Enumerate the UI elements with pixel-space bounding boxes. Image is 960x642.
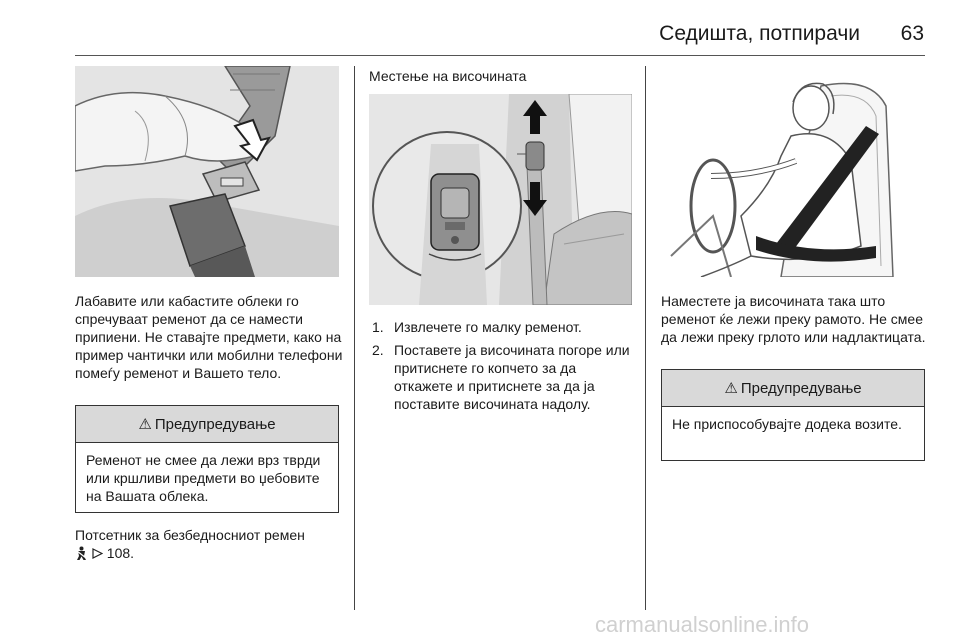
- header-rule: [75, 55, 925, 56]
- step-text: Извлечете го малку ременот.: [394, 319, 582, 335]
- warning-triangle-icon: ⚠: [138, 416, 152, 433]
- warning-header: [76, 406, 338, 443]
- list-item: [372, 318, 637, 336]
- warning-text: Ременот не смее да лежи врз тврди или кршливи предмети во џебовите на Вашата облека.: [86, 452, 321, 504]
- column-divider: [645, 66, 646, 610]
- watermark: carmanualsonline.info: [595, 612, 810, 637]
- list-item: [372, 341, 637, 413]
- reference-arrow-icon: [92, 545, 107, 561]
- step-text: Поставете ја височината погоре или притиснете го копчето за да откажете и притиснете за да ја поставите височината надолу.: [394, 342, 630, 412]
- warning-box: [661, 369, 925, 461]
- warning-triangle-icon: ⚠: [724, 380, 738, 397]
- reminder-page-link[interactable]: 108.: [106, 545, 135, 561]
- body-text: Наместете ја височината така што ременот ќе лежи преку рамото. Не смее да лежи преку грлото или надлактицата.: [661, 293, 926, 345]
- page-title: Седишта, потпирачи: [659, 22, 860, 45]
- page-number: 63: [900, 22, 924, 45]
- reminder-text: Потсетник за безбедносниот ремен: [75, 527, 305, 543]
- step-number: 2.: [372, 342, 384, 358]
- warning-title: Предупредување: [154, 415, 276, 433]
- column-divider: [354, 66, 355, 610]
- step-number: 1.: [372, 319, 384, 335]
- seatbelt-buckle-figure: [75, 66, 339, 277]
- section-heading: Местење на височината: [369, 68, 527, 84]
- warning-header: [662, 370, 924, 407]
- reminder-paragraph: [75, 526, 350, 562]
- step-list: [372, 318, 637, 418]
- body-text: Лабавите или кабастите облеки го спречуваат ременот да се намести припиени. Не ставајте предмети, како на пример чантички или мобилни телефони помеѓу ременот и Вашето тело.: [75, 293, 343, 381]
- seatbelt-reminder-icon: [75, 545, 92, 561]
- warning-text: Не приспособувајте додека возите.: [672, 416, 902, 432]
- height-adjuster-figure: [369, 94, 632, 305]
- driver-belt-position-figure: [661, 66, 925, 277]
- warning-box: [75, 405, 339, 513]
- warning-title: Предупредување: [740, 379, 862, 397]
